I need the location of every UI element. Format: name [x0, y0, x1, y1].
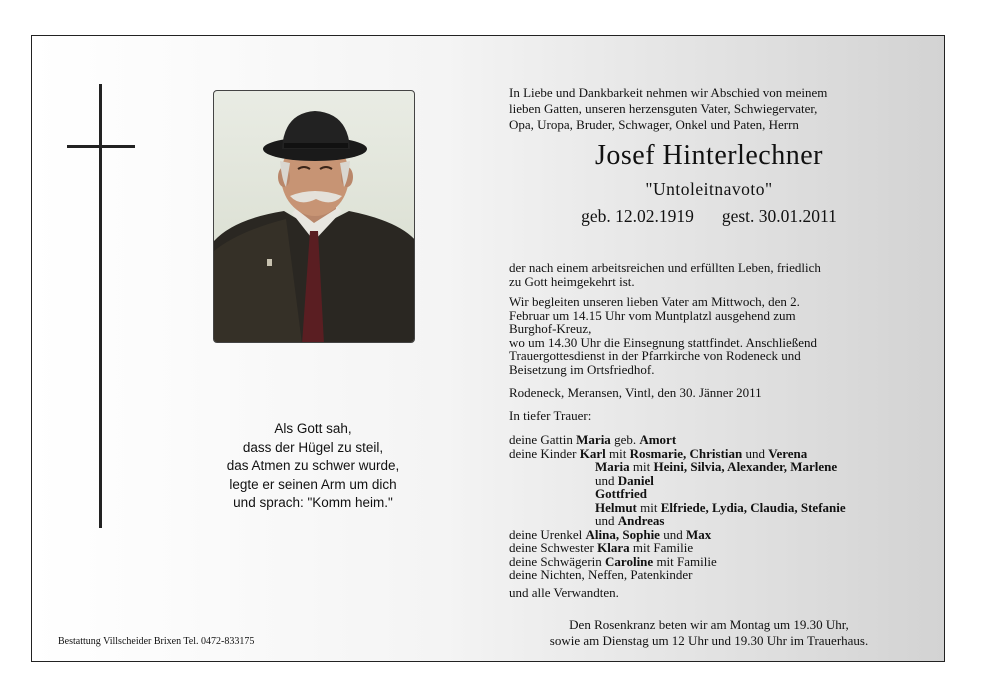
life-line: der nach einem arbeitsreichen und erfüllten Leben, friedlich: [509, 260, 821, 275]
family-row-child: Helmut mit Elfriede, Lydia, Claudia, Stefanie: [595, 499, 846, 515]
life-line: zu Gott heimgekehrt ist.: [509, 273, 635, 289]
funeral-line: Februar um 14.15 Uhr vom Muntplatzl ausgehend zum: [509, 307, 796, 323]
family-row-child: Maria mit Heini, Silvia, Alexander, Marlene: [595, 459, 838, 474]
funeral-line: Trauergottesdienst in der Pfarrkirche von Rodeneck und: [509, 348, 801, 363]
family-row-greatgrandchildren: deine Urenkel Alina, Sophie und Max: [509, 526, 712, 542]
intro-line: Opa, Uropa, Bruder, Schwager, Onkel und Paten, Herrn: [509, 117, 799, 132]
poem-line: dass der Hügel zu steil,: [242, 439, 384, 455]
undertaker-info: Bestattung Villscheider Brixen Tel. 0472-833175: [58, 636, 255, 647]
family-row-child: Gottfried: [595, 486, 647, 501]
family-row-child: und Andreas: [595, 513, 665, 528]
family-row-children: deine Kinder Karl mit Rosmarie, Christian und Verena: [509, 445, 808, 461]
poem-line: Als Gott sah,: [274, 421, 352, 436]
life-dates: [509, 205, 909, 227]
intro-line: In Liebe und Dankbarkeit nehmen wir Abschied von meinem: [509, 85, 828, 100]
poem-line: und sprach: "Komm heim.": [233, 495, 393, 510]
portrait-photo: [213, 90, 415, 343]
funeral-line: Burghof-Kreuz,: [509, 321, 592, 336]
family-row-relatives: und alle Verwandten.: [509, 584, 619, 600]
family-row-nieces: deine Nichten, Neffen, Patenkinder: [509, 567, 693, 582]
rosary-line: Den Rosenkranz beten wir am Montag um 19.30 Uhr,: [569, 617, 849, 632]
funeral-line: Wir begleiten unseren lieben Vater am Mittwoch, den 2.: [509, 294, 800, 309]
intro-line: lieben Gatten, unseren herzensguten Vater, Schwiegervater,: [509, 101, 818, 116]
place-date: Rodeneck, Meransen, Vintl, den 30. Jänner 2011: [509, 385, 762, 400]
family-row-child: und Daniel: [595, 472, 654, 488]
family-row-wife: deine Gattin Maria geb. Amort: [509, 432, 677, 447]
poem: [195, 420, 431, 513]
intro-text: [509, 85, 909, 133]
funeral-text: [509, 295, 919, 376]
life-text: [509, 261, 919, 288]
rosary-info: [509, 617, 909, 649]
family-row-sister: deine Schwester Klara mit Familie: [509, 540, 694, 555]
birth-date: geb. 12.02.1919: [581, 206, 694, 226]
cross-icon-bar: [67, 145, 135, 148]
poem-line: legte er seinen Arm um dich: [229, 476, 397, 492]
rosary-line: sowie am Dienstag um 12 Uhr und 19.30 Uhr im Trauerhaus.: [549, 633, 869, 648]
deceased-nickname: "Untoleitnavoto": [645, 179, 773, 199]
sorrow-heading: In tiefer Trauer:: [509, 408, 592, 423]
portrait-illustration: [214, 91, 415, 343]
cross-icon: [99, 84, 102, 528]
poem-line: das Atmen zu schwer wurde,: [226, 458, 400, 473]
funeral-line: wo um 14.30 Uhr die Einsegnung stattfindet. Anschließend: [509, 334, 817, 350]
death-date: gest. 30.01.2011: [721, 206, 837, 226]
funeral-line: Beisetzung im Ortsfriedhof.: [509, 361, 655, 377]
family-list: [509, 433, 919, 599]
family-row-sister-in-law: deine Schwägerin Caroline mit Familie: [509, 553, 717, 569]
deceased-name: Josef Hinterlechner: [595, 140, 823, 171]
